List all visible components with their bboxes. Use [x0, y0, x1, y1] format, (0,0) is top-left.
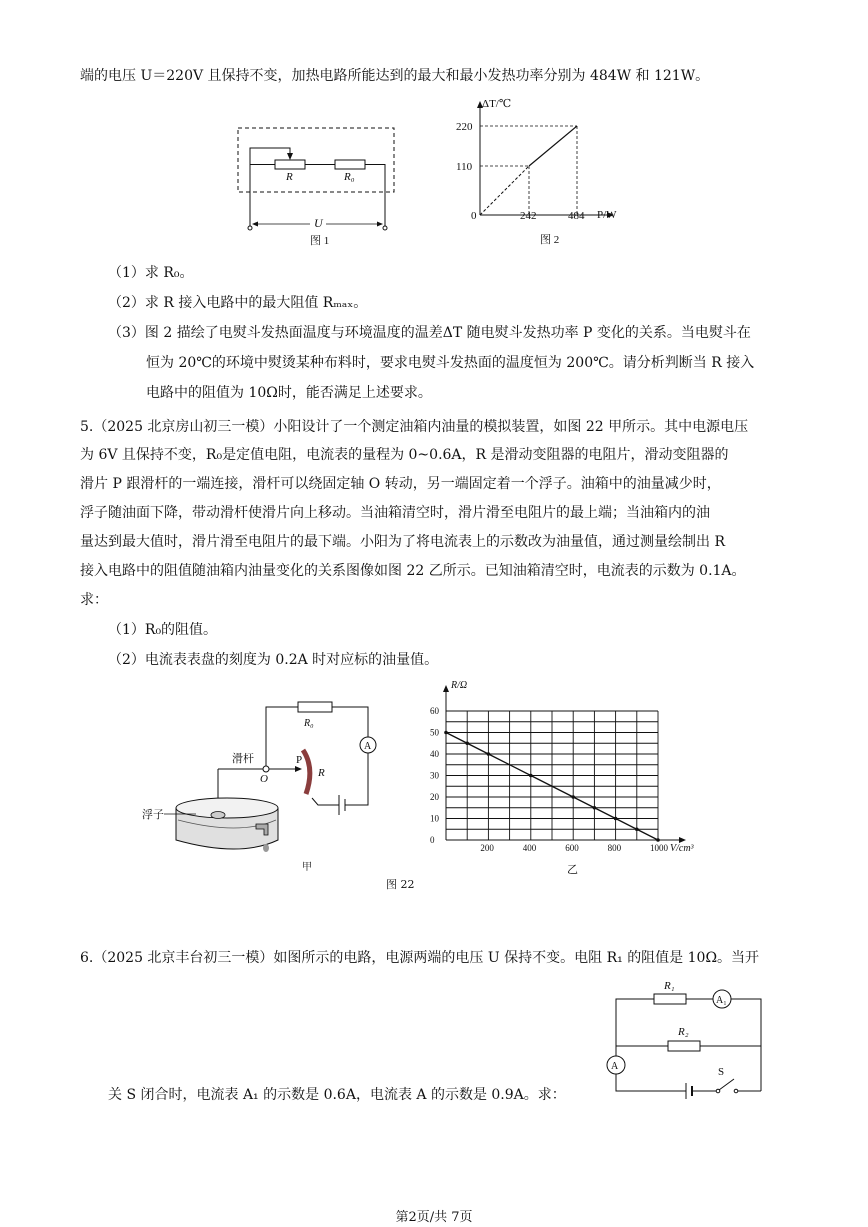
x-tick-label: 484	[568, 210, 585, 222]
y-axis-label: ΔT/℃	[482, 98, 512, 110]
text-line: 量达到最大值时，滑片滑至电阻片的最下端。小阳为了将电流表上的示数改为油量值，通过测量绘制出 R	[80, 534, 725, 550]
figure-6-circuit	[598, 975, 773, 1100]
svg-text:滑杆: 滑杆	[232, 753, 254, 765]
text-line: 浮子随油面下降，带动滑杆使滑片向上移动。当油箱清空时，滑片滑至电阻片的最上端；当油箱内的油	[80, 505, 710, 521]
problem-6-heading: 6.（2025 北京丰台初三一模）如图所示的电路，电源两端的电压 U 保持不变。电阻 R₁ 的阻值是 10Ω。当开	[80, 950, 760, 966]
data-point	[465, 741, 469, 745]
label-r0: R₀	[344, 171, 355, 183]
origin-label: 0	[471, 210, 477, 222]
rheostat-r	[303, 750, 310, 794]
text-line: 端的电压 U＝220V 且保持不变，加热电路所能达到的最大和最小发热功率分别为 484W 和 121W。	[80, 68, 710, 84]
chart-caption: 乙	[567, 864, 578, 876]
data-point	[593, 806, 597, 810]
y-tick-label: 10	[430, 813, 439, 824]
data-point	[635, 827, 639, 831]
problem-5-heading: 5.（2025 北京房山初三一模）小阳设计了一个测定油箱内油量的模拟装置，如图 22 甲所示。其中电源电压	[80, 419, 749, 435]
text-line: 恒为 20℃的环境中熨烫某种布料时，要求电熨斗发热面的温度恒为 200℃。请分析判断当 R 接入	[146, 355, 755, 371]
data-point	[614, 817, 618, 821]
data-point	[656, 838, 660, 842]
y-axis-label: R/Ω	[451, 680, 468, 691]
rheostat-r	[275, 160, 305, 169]
y-tick-label: 30	[430, 770, 439, 781]
svg-text:R₂: R₂	[678, 1026, 689, 1038]
figure-22-device	[140, 690, 390, 880]
data-point	[529, 774, 533, 778]
data-point	[571, 795, 575, 799]
y-tick-label: 50	[430, 727, 439, 738]
y-tick-label: 0	[430, 835, 435, 845]
question-2: （2）求 R 接入电路中的最大阻值 Rₘₐₓ。	[108, 295, 368, 311]
question-2: （2）电流表表盘的刻度为 0.2A 时对应标的油量值。	[108, 652, 439, 668]
text-line: 求：	[80, 592, 108, 608]
data-point	[487, 752, 491, 756]
x-tick-label: 200	[480, 843, 494, 853]
svg-text:甲: 甲	[302, 862, 312, 873]
svg-text:S: S	[718, 1066, 725, 1078]
text-line: 关 S 闭合时，电流表 A₁ 的示数是 0.6A，电流表 A 的示数是 0.9A。求：	[108, 1087, 566, 1103]
resistor-r0	[298, 702, 332, 712]
y-tick-label: 20	[430, 792, 439, 802]
resistor-r0	[335, 160, 365, 169]
svg-text:A: A	[611, 1061, 619, 1072]
svg-text:A₁: A₁	[716, 995, 727, 1006]
x-tick-label: 400	[522, 843, 537, 853]
svg-text:R: R	[318, 767, 325, 779]
data-point	[444, 731, 448, 735]
question-1: （1）R₀的阻值。	[108, 622, 218, 638]
figure-22-chart	[420, 675, 710, 875]
figure-1-caption: 图 1	[310, 235, 330, 247]
svg-text:R₀: R₀	[304, 718, 314, 729]
y-tick-label: 220	[456, 121, 473, 133]
text-line: 为 6V 且保持不变，R₀是定值电阻，电流表的量程为 0~0.6A，R 是滑动变阻器的电阻片，滑动变阻器的	[80, 447, 729, 463]
figure-2-caption: 图 2	[540, 234, 560, 246]
x-tick-label: 800	[607, 843, 622, 853]
pivot-o	[263, 766, 269, 772]
text-line: 接入电路中的阻值随油箱内油量变化的关系图像如图 22 乙所示。已知油箱清空时，电流表的示数为 0.1A。	[80, 563, 746, 579]
figure-2-graph	[450, 95, 630, 250]
x-tick-label: 242	[520, 210, 537, 222]
svg-text:P: P	[296, 754, 303, 766]
label-r: R	[286, 171, 293, 183]
y-tick-label: 60	[430, 706, 439, 716]
float	[211, 812, 225, 819]
figure-22-caption: 图 22	[386, 878, 415, 891]
question-1: （1）求 R₀。	[108, 265, 194, 281]
page-footer: 第2页/共 7页	[395, 1210, 473, 1225]
resistor-r2	[668, 1041, 700, 1051]
y-tick-label: 110	[456, 161, 473, 173]
question-3: （3）图 2 描绘了电熨斗发热面温度与环境温度的温差ΔT 随电熨斗发热功率 P 变化的关系。当电熨斗在	[108, 325, 751, 341]
x-axis-label: V/cm³	[670, 843, 694, 854]
svg-text:浮子: 浮子	[142, 809, 164, 821]
text-line: 滑片 P 跟滑杆的一端连接，滑杆可以绕固定轴 O 转动，另一端固定着一个浮子。油箱中的油量减少时，	[80, 476, 721, 492]
figure-1-circuit	[230, 120, 410, 250]
resistor-r1	[654, 994, 686, 1004]
text-line: 电路中的阻值为 10Ω时，能否满足上述要求。	[146, 385, 432, 401]
svg-text:O: O	[260, 773, 268, 785]
svg-text:A: A	[364, 741, 372, 752]
x-tick-label: 1000	[650, 843, 668, 853]
y-tick-label: 40	[430, 749, 439, 759]
x-tick-label: 600	[565, 843, 579, 853]
svg-text:R₁: R₁	[664, 980, 675, 992]
x-axis-label: P/W	[597, 209, 617, 221]
label-u: U	[314, 216, 323, 230]
y-axis-arrow	[443, 685, 449, 692]
